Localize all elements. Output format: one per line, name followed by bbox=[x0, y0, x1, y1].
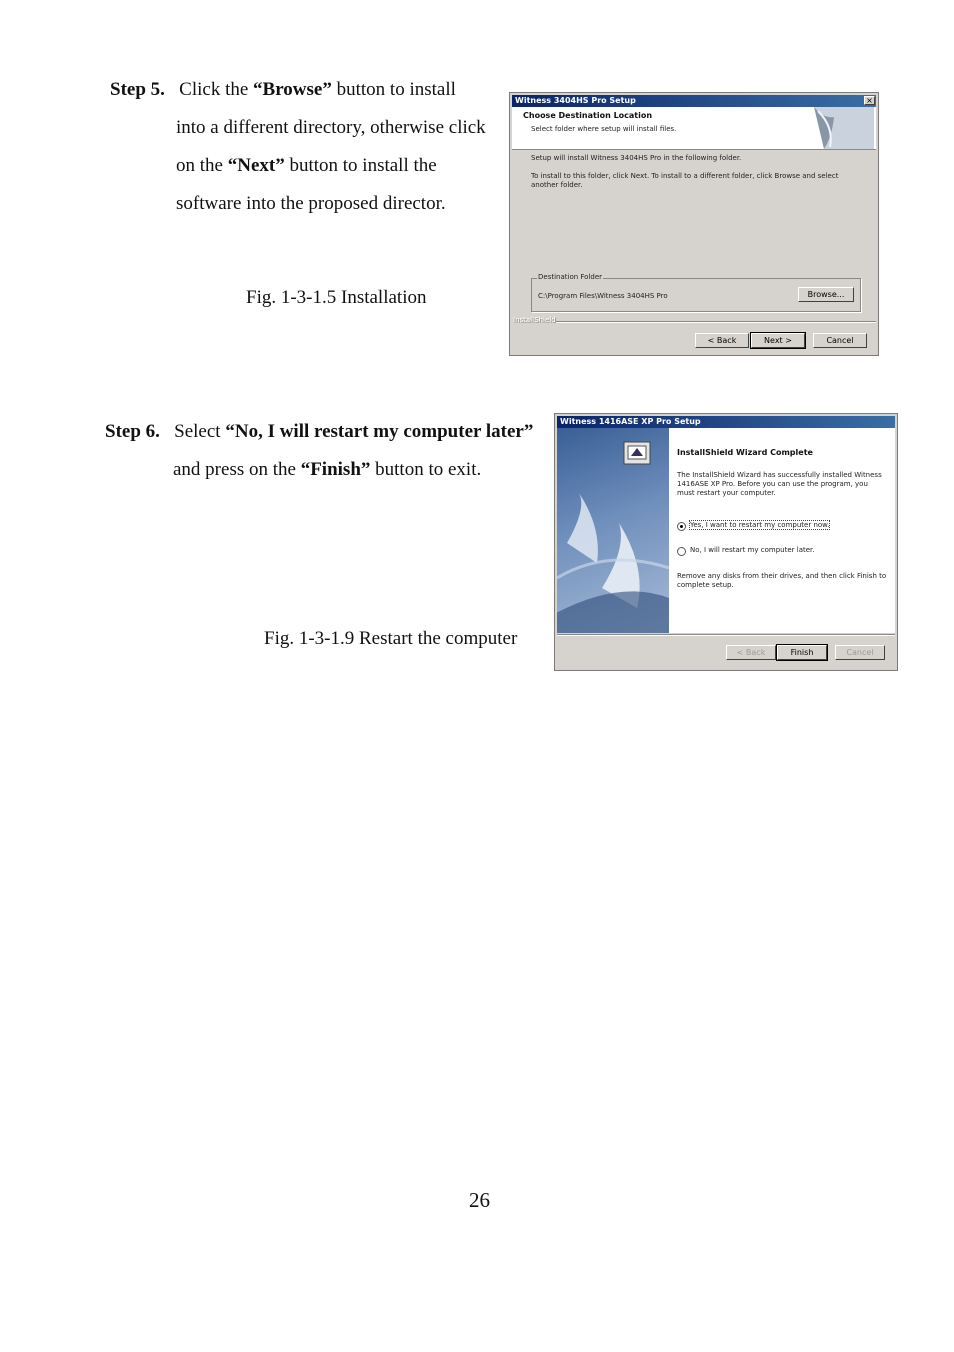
dialog1-header-sub: Select folder where setup will install files. bbox=[531, 125, 677, 133]
step5-line1-pre: Click the bbox=[179, 79, 254, 100]
fig-caption-1: Fig. 1-3-1.5 Installation bbox=[246, 287, 427, 308]
dialog2-divider bbox=[557, 634, 895, 636]
cancel-button[interactable]: Cancel bbox=[813, 333, 867, 348]
installshield-divider bbox=[556, 321, 876, 323]
destination-path: C:\Program Files\Witness 3404HS Pro bbox=[538, 292, 668, 300]
dialog2-titlebar: Witness 1416ASE XP Pro Setup bbox=[557, 416, 895, 428]
wizard-side-image bbox=[557, 428, 669, 633]
step5-label: Step 5. bbox=[110, 79, 165, 100]
radio-selected-icon[interactable] bbox=[677, 522, 686, 531]
fig-caption-2: Fig. 1-3-1.9 Restart the computer bbox=[264, 628, 518, 649]
close-icon[interactable]: × bbox=[864, 96, 875, 105]
destination-folder-group bbox=[531, 273, 861, 312]
step5-line4: software into the proposed director. bbox=[176, 193, 446, 214]
cancel-button-disabled[interactable]: Cancel bbox=[835, 645, 885, 660]
dialog2-content-pane bbox=[669, 428, 895, 633]
restart-later-label: No, I will restart my computer later. bbox=[690, 546, 815, 554]
setup-dialog-destination bbox=[509, 92, 879, 356]
destination-folder-label: Destination Folder bbox=[538, 273, 603, 281]
step6-line1-pre: Select bbox=[174, 421, 226, 442]
radio-unselected-icon[interactable] bbox=[677, 547, 686, 556]
page-curl-icon bbox=[794, 107, 874, 149]
step6-line2-pre: and press on the bbox=[173, 459, 301, 480]
sail-graphic-icon bbox=[557, 428, 669, 633]
step6-finish-ref: “Finish” bbox=[300, 459, 371, 480]
step5-line1-post: button to install bbox=[331, 79, 456, 100]
dialog1-titlebar: Witness 3404HS Pro Setup bbox=[512, 95, 876, 107]
browse-button[interactable]: Browse... bbox=[798, 287, 854, 302]
wizard-complete-body: The InstallShield Wizard has successfully installed Witness 1416ASE XP Pro. Before you can use the program, you must restart your computer. bbox=[677, 471, 882, 497]
dialog1-body1: Setup will install Witness 3404HS Pro in the following folder. bbox=[531, 154, 742, 162]
remove-disks-text: Remove any disks from their drives, and then click Finish to complete setup. bbox=[677, 572, 887, 589]
monitor-icon bbox=[623, 441, 651, 465]
step5-next-ref: “Next” bbox=[227, 155, 285, 176]
step5-line3-pre: on the bbox=[176, 155, 228, 176]
step6-line2-post: button to exit. bbox=[370, 459, 482, 480]
dialog1-body2: To install to this folder, click Next. To install to a different folder, click Browse and select another folder. bbox=[531, 172, 839, 189]
step6-label: Step 6. bbox=[105, 421, 160, 442]
step5-block bbox=[110, 71, 510, 223]
step5-line2: into a different directory, otherwise click bbox=[176, 117, 486, 138]
dialog1-header-title: Choose Destination Location bbox=[523, 111, 653, 120]
step5-line3-post: button to install the bbox=[284, 155, 437, 176]
page-number: 26 bbox=[469, 1188, 490, 1212]
restart-now-label: Yes, I want to restart my computer now. bbox=[690, 521, 830, 529]
step5-line3 bbox=[110, 147, 510, 185]
back-button[interactable]: < Back bbox=[695, 333, 749, 348]
finish-button[interactable]: Finish bbox=[777, 645, 827, 660]
back-button-disabled[interactable]: < Back bbox=[726, 645, 776, 660]
step6-line1 bbox=[105, 413, 555, 451]
step5-line1 bbox=[110, 71, 510, 109]
step6-block bbox=[105, 413, 555, 489]
step5-browse-ref: “Browse” bbox=[253, 79, 332, 100]
dialog1-header bbox=[512, 107, 876, 150]
setup-dialog-complete bbox=[554, 413, 898, 671]
installshield-label: InstallShield bbox=[513, 316, 556, 324]
wizard-complete-heading: InstallShield Wizard Complete bbox=[677, 448, 813, 457]
step6-line2 bbox=[105, 451, 555, 489]
step6-no-restart-ref: “No, I will restart my computer later” bbox=[225, 421, 534, 442]
next-button[interactable]: Next > bbox=[751, 333, 805, 348]
